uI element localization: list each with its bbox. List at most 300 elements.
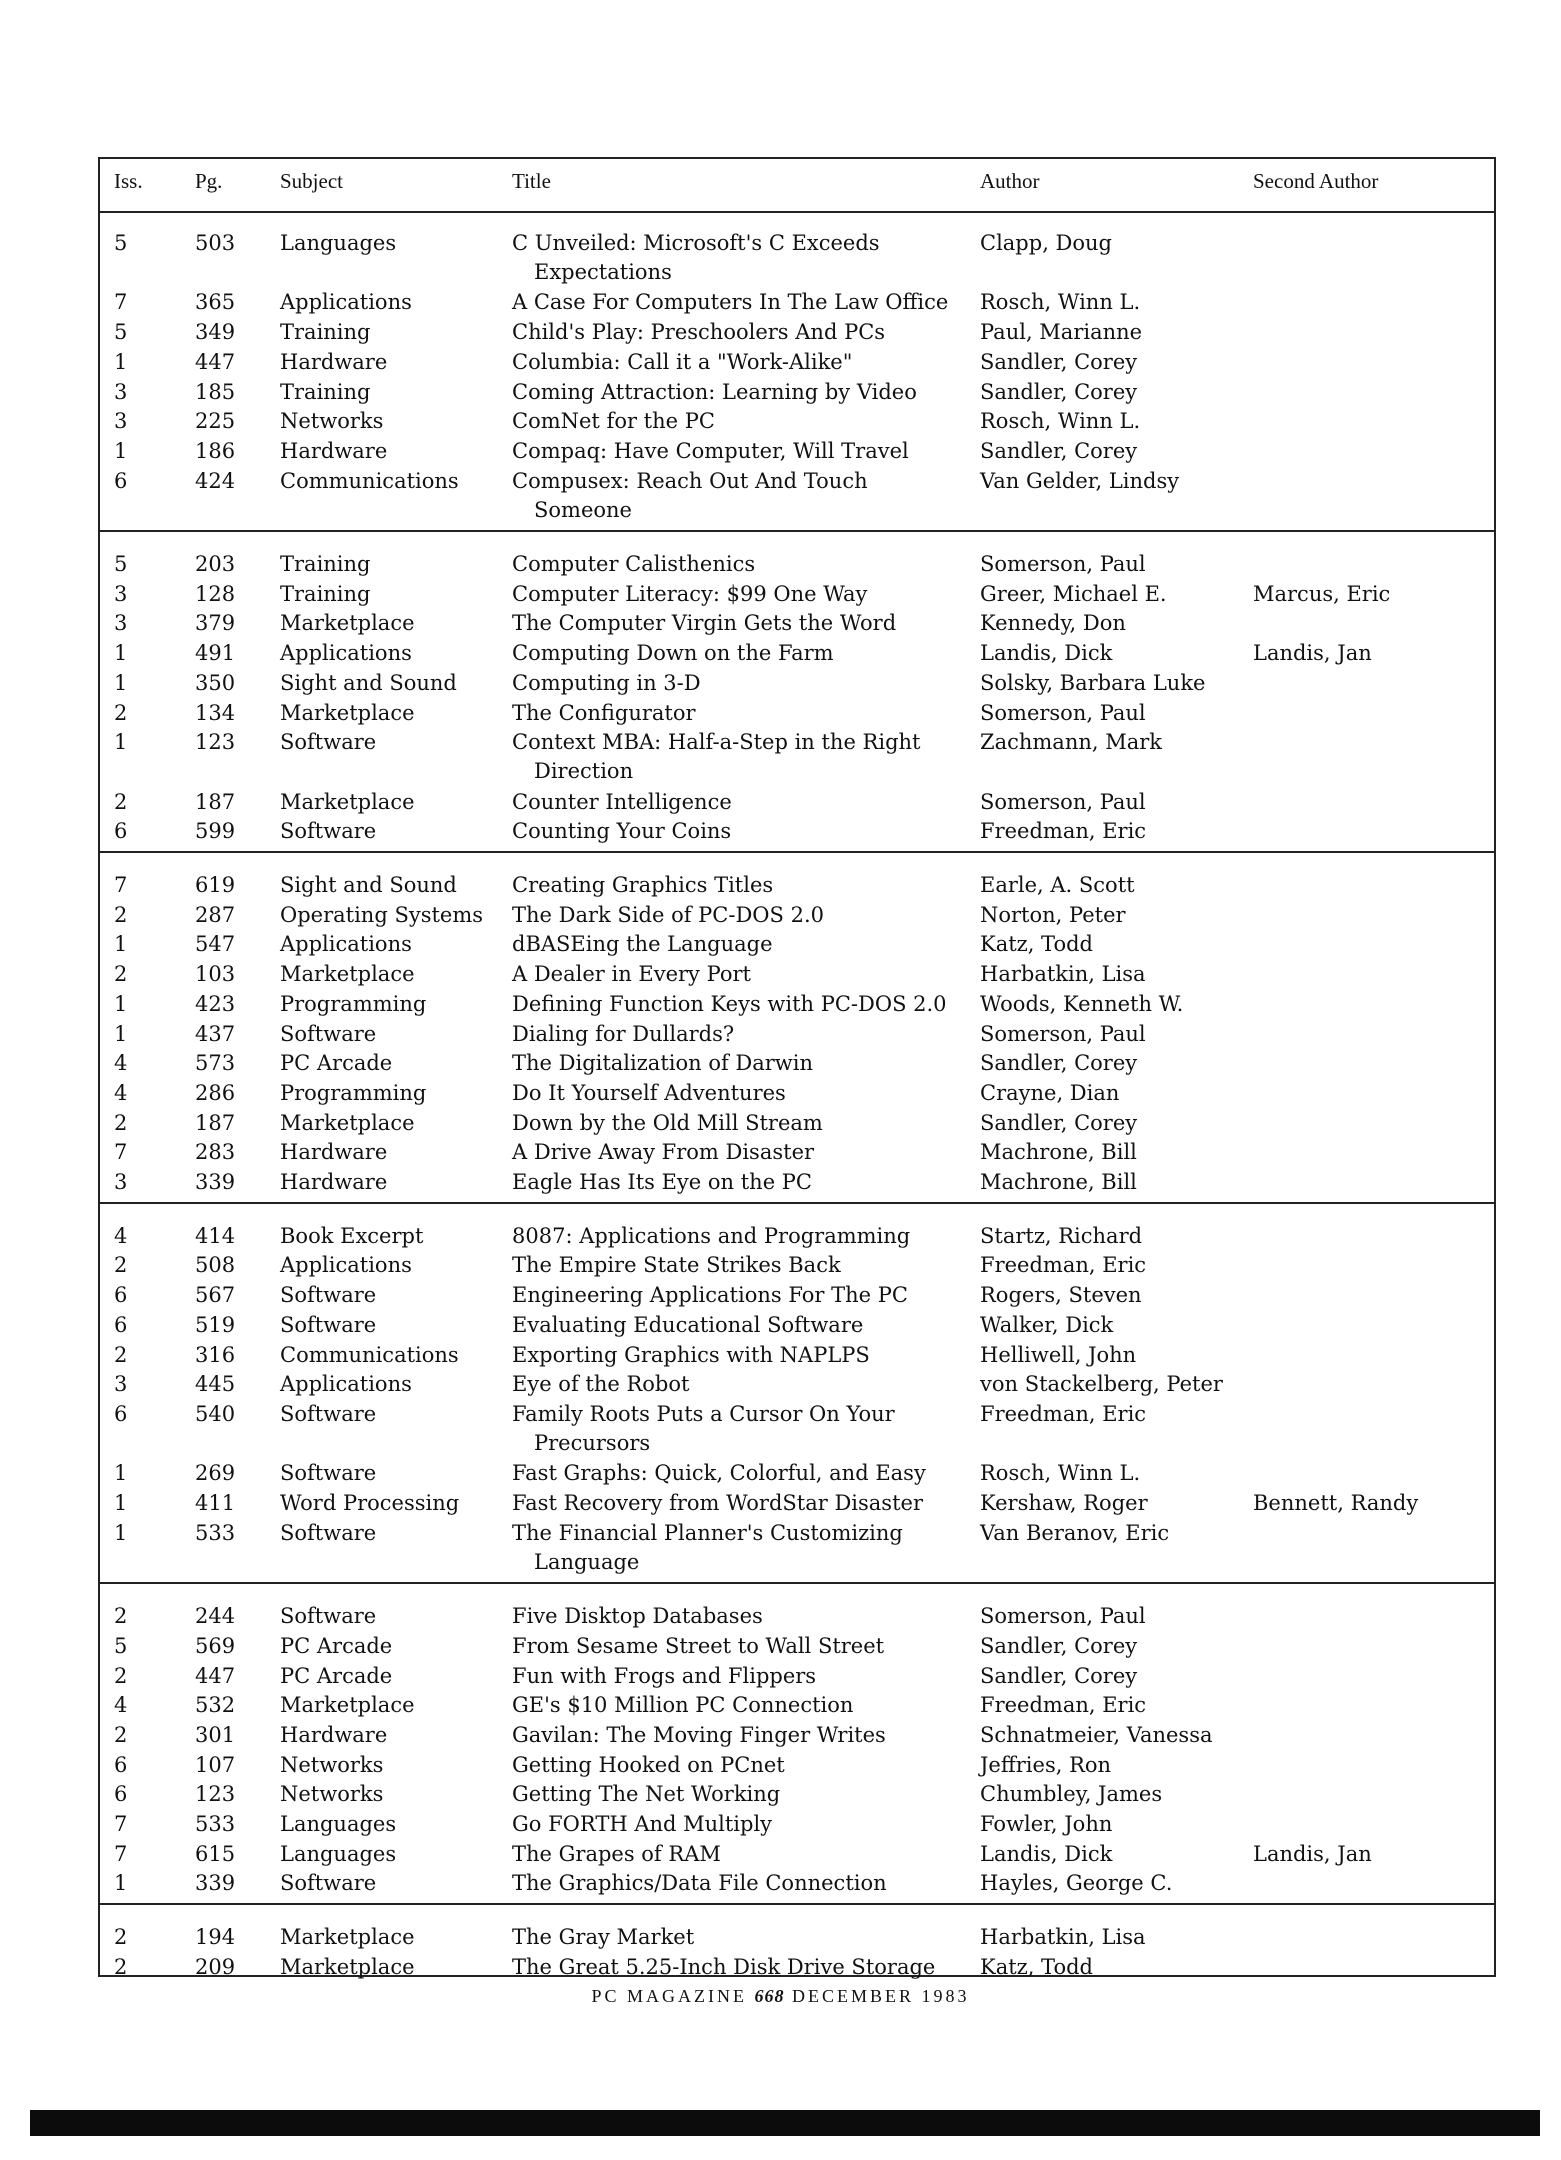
cell-issue: 2 xyxy=(114,1342,128,1367)
cell-issue: 2 xyxy=(114,1663,128,1688)
cell-author: Sandler, Corey xyxy=(980,1051,1138,1076)
cell-author: von Stackelberg, Peter xyxy=(980,1372,1223,1397)
title-text: The Digitalization of Darwin xyxy=(512,1051,814,1076)
cell-subject: Training xyxy=(280,581,371,606)
title-text: Compusex: Reach Out And Touch xyxy=(512,468,868,493)
cell-subject: Sight and Sound xyxy=(280,873,457,897)
cell-author: Paul, Marianne xyxy=(980,320,1143,345)
table-row xyxy=(100,1400,1494,1455)
cell-page: 269 xyxy=(195,1461,236,1486)
cell-issue: 7 xyxy=(114,290,128,315)
cell-author: Norton, Peter xyxy=(980,902,1126,927)
cell-author: Zachmann, Mark xyxy=(980,730,1163,755)
cell-title xyxy=(512,1489,987,1518)
cell-title xyxy=(512,609,987,638)
cell-title xyxy=(512,990,987,1019)
title-text: Fun with Frogs and Flippers xyxy=(512,1663,817,1688)
title-text: Five Disktop Databases xyxy=(512,1604,763,1629)
cell-title xyxy=(512,1251,987,1280)
cell-subject: PC Arcade xyxy=(280,1633,393,1658)
cell-title xyxy=(512,871,987,900)
cell-subject: Training xyxy=(280,379,371,404)
cell-issue: 4 xyxy=(114,1693,128,1718)
table-row xyxy=(100,580,1494,609)
cell-author: Somerson, Paul xyxy=(980,700,1146,725)
cell-page: 194 xyxy=(195,1925,236,1950)
title-text: Child's Play: Preschoolers And PCs xyxy=(512,320,886,345)
cell-issue: 2 xyxy=(114,1925,128,1950)
cell-issue: 3 xyxy=(114,1372,128,1397)
cell-subject: Software xyxy=(280,1461,377,1486)
cell-title xyxy=(512,1281,987,1310)
cell-title xyxy=(512,550,987,579)
cell-author: Earle, A. Scott xyxy=(980,873,1135,897)
cell-issue: 3 xyxy=(114,611,128,636)
cell-title xyxy=(512,1020,987,1049)
table-row xyxy=(100,990,1494,1019)
cell-author: Freedman, Eric xyxy=(980,819,1147,844)
cell-title xyxy=(512,1780,987,1809)
cell-issue: 2 xyxy=(114,902,128,927)
cell-page: 187 xyxy=(195,789,236,814)
cell-author: Harbatkin, Lisa xyxy=(980,1925,1146,1950)
cell-subject: Applications xyxy=(280,1253,412,1278)
cell-title xyxy=(512,1691,987,1720)
cell-author: Walker, Dick xyxy=(980,1312,1114,1337)
title-text: Eye of the Robot xyxy=(512,1372,690,1397)
cell-subject: Marketplace xyxy=(280,962,415,987)
cell-issue: 5 xyxy=(114,320,128,345)
cell-issue: 4 xyxy=(114,1223,128,1248)
cell-author: Kershaw, Roger xyxy=(980,1491,1148,1515)
table-row xyxy=(100,229,1494,284)
title-text: Computer Calisthenics xyxy=(512,552,756,576)
title-text: 8087: Applications and Programming xyxy=(512,1223,911,1248)
title-text: Computing Down on the Farm xyxy=(512,641,834,666)
table-row xyxy=(100,788,1494,817)
cell-title xyxy=(512,1341,987,1370)
title-text: Exporting Graphics with NAPLPS xyxy=(512,1342,870,1367)
cell-title xyxy=(512,318,987,347)
cell-title xyxy=(512,1632,987,1661)
cell-page: 414 xyxy=(195,1223,236,1248)
cell-page: 203 xyxy=(195,552,236,576)
cell-page: 128 xyxy=(195,581,236,606)
cell-page: 187 xyxy=(195,1110,236,1135)
title-text: Engineering Applications For The PC xyxy=(512,1283,908,1308)
table-row xyxy=(100,669,1494,698)
title-continuation: Expectations xyxy=(534,260,672,284)
cell-subject: Marketplace xyxy=(280,611,415,636)
cell-title xyxy=(512,378,987,407)
table-row xyxy=(100,960,1494,989)
table-row xyxy=(100,288,1494,317)
cell-page: 123 xyxy=(195,730,236,755)
cell-subject: Marketplace xyxy=(280,789,415,814)
table-row xyxy=(100,1138,1494,1167)
cell-author: Sandler, Corey xyxy=(980,1663,1138,1688)
cell-page: 286 xyxy=(195,1080,236,1105)
cell-author: Fowler, John xyxy=(980,1812,1113,1836)
cell-title xyxy=(512,901,987,930)
header-subject: Subject xyxy=(280,169,343,193)
cell-page: 447 xyxy=(195,1663,236,1688)
cell-author: Greer, Michael E. xyxy=(980,581,1167,606)
cell-title xyxy=(512,1109,987,1138)
title-text: Gavilan: The Moving Finger Writes xyxy=(512,1722,886,1747)
title-text: Computer Literacy: $99 One Way xyxy=(512,581,868,606)
cell-issue: 1 xyxy=(114,1461,128,1486)
title-text: Counter Intelligence xyxy=(512,789,732,814)
cell-author: Sandler, Corey xyxy=(980,1110,1138,1135)
table-row xyxy=(100,1780,1494,1809)
table-row xyxy=(100,1079,1494,1108)
cell-title xyxy=(512,699,987,728)
cell-subject: Hardware xyxy=(280,1722,388,1747)
cell-title xyxy=(512,1138,987,1167)
cell-page: 519 xyxy=(195,1312,236,1337)
title-text: C Unveiled: Microsoft's C Exceeds xyxy=(512,231,880,255)
cell-subject: PC Arcade xyxy=(280,1663,393,1688)
cell-page: 619 xyxy=(195,873,236,897)
cell-subject: Networks xyxy=(280,1752,384,1777)
cell-title xyxy=(512,1370,987,1399)
table-row xyxy=(100,1489,1494,1518)
cell-subject: Software xyxy=(280,1312,377,1337)
cell-author: Katz, Todd xyxy=(980,1954,1093,1979)
title-text: Creating Graphics Titles xyxy=(512,873,774,897)
table-header xyxy=(100,159,1494,213)
cell-subject: Communications xyxy=(280,468,459,493)
cell-page: 569 xyxy=(195,1633,236,1658)
cell-author: Somerson, Paul xyxy=(980,1604,1146,1629)
cell-page: 424 xyxy=(195,468,236,493)
scan-edge-bar xyxy=(30,2110,1540,2136)
cell-title xyxy=(512,1519,987,1577)
cell-title xyxy=(512,1869,987,1898)
index-table xyxy=(98,157,1496,1977)
title-text: ComNet for the PC xyxy=(512,409,715,434)
header-author: Author xyxy=(980,169,1040,193)
cell-page: 491 xyxy=(195,641,236,666)
table-row xyxy=(100,901,1494,930)
table-row xyxy=(100,1370,1494,1399)
cell-author: Freedman, Eric xyxy=(980,1401,1147,1426)
page-footer xyxy=(0,1986,1561,2007)
title-text: Columbia: Call it a "Work-Alike" xyxy=(512,349,853,374)
cell-issue: 2 xyxy=(114,700,128,725)
cell-author: Sandler, Corey xyxy=(980,1633,1138,1658)
cell-author: Landis, Dick xyxy=(980,1841,1113,1866)
cell-page: 599 xyxy=(195,819,236,844)
cell-issue: 6 xyxy=(114,468,128,493)
cell-issue: 6 xyxy=(114,819,128,844)
cell-page: 287 xyxy=(195,902,236,927)
cell-page: 103 xyxy=(195,962,236,987)
cell-page: 301 xyxy=(195,1722,236,1747)
cell-page: 547 xyxy=(195,932,236,957)
cell-issue: 6 xyxy=(114,1283,128,1308)
cell-issue: 1 xyxy=(114,991,128,1016)
cell-title xyxy=(512,1751,987,1780)
cell-title xyxy=(512,817,987,846)
title-text: The Great 5.25-Inch Disk Drive Storage xyxy=(512,1954,936,1979)
cell-page: 349 xyxy=(195,320,236,345)
table-row xyxy=(100,817,1494,846)
cell-page: 209 xyxy=(195,1954,236,1979)
cell-subject: Communications xyxy=(280,1342,459,1367)
table-row xyxy=(100,550,1494,579)
table-row xyxy=(100,1721,1494,1750)
title-text: Go FORTH And Multiply xyxy=(512,1812,773,1836)
cell-subject: Software xyxy=(280,1283,377,1308)
table-row xyxy=(100,1840,1494,1869)
cell-page: 437 xyxy=(195,1021,236,1046)
cell-author: Chumbley, James xyxy=(980,1782,1163,1807)
cell-title xyxy=(512,288,987,317)
cell-title xyxy=(512,1049,987,1078)
cell-author: Solsky, Barbara Luke xyxy=(980,670,1206,695)
cell-title xyxy=(512,467,987,525)
cell-subject: Marketplace xyxy=(280,1693,415,1718)
cell-page: 423 xyxy=(195,991,236,1016)
cell-second-author: Bennett, Randy xyxy=(1253,1491,1419,1515)
cell-title xyxy=(512,960,987,989)
title-text: Context MBA: Half-a-Step in the Right xyxy=(512,730,921,755)
cell-subject: Applications xyxy=(280,932,412,957)
table-row xyxy=(100,699,1494,728)
cell-author: Harbatkin, Lisa xyxy=(980,962,1146,987)
cell-issue: 2 xyxy=(114,1253,128,1278)
table-row xyxy=(100,1311,1494,1340)
cell-issue: 6 xyxy=(114,1401,128,1426)
cell-issue: 1 xyxy=(114,641,128,666)
table-row xyxy=(100,1168,1494,1197)
cell-author: Kennedy, Don xyxy=(980,611,1126,636)
table-row xyxy=(100,1281,1494,1310)
cell-issue: 7 xyxy=(114,873,128,897)
cell-second-author: Marcus, Eric xyxy=(1253,581,1391,606)
table-row xyxy=(100,318,1494,347)
cell-subject: Book Excerpt xyxy=(280,1223,424,1248)
cell-issue: 1 xyxy=(114,1491,128,1515)
cell-subject: Hardware xyxy=(280,438,388,463)
cell-issue: 7 xyxy=(114,1841,128,1866)
title-text: Getting The Net Working xyxy=(512,1782,781,1807)
cell-issue: 2 xyxy=(114,1604,128,1629)
cell-subject: Networks xyxy=(280,409,384,434)
cell-issue: 1 xyxy=(114,349,128,374)
cell-issue: 2 xyxy=(114,962,128,987)
cell-issue: 1 xyxy=(114,932,128,957)
cell-subject: Languages xyxy=(280,231,397,255)
cell-subject: Marketplace xyxy=(280,700,415,725)
cell-author: Jeffries, Ron xyxy=(980,1752,1112,1777)
table-row xyxy=(100,1109,1494,1138)
table-row xyxy=(100,437,1494,466)
title-text: Fast Graphs: Quick, Colorful, and Easy xyxy=(512,1461,926,1486)
title-text: Counting Your Coins xyxy=(512,819,732,844)
cell-title xyxy=(512,580,987,609)
title-text: The Graphics/Data File Connection xyxy=(512,1871,887,1896)
cell-subject: Training xyxy=(280,552,371,576)
table-row xyxy=(100,1632,1494,1661)
cell-page: 339 xyxy=(195,1871,236,1896)
table-row xyxy=(100,1222,1494,1251)
cell-subject: Sight and Sound xyxy=(280,670,457,695)
cell-author: Schnatmeier, Vanessa xyxy=(980,1722,1213,1747)
cell-issue: 3 xyxy=(114,1170,128,1194)
cell-page: 615 xyxy=(195,1841,236,1866)
cell-subject: PC Arcade xyxy=(280,1051,393,1076)
cell-issue: 4 xyxy=(114,1080,128,1105)
header-issue: Iss. xyxy=(114,169,143,193)
cell-issue: 6 xyxy=(114,1312,128,1337)
table-row xyxy=(100,1953,1494,1982)
cell-issue: 1 xyxy=(114,1520,128,1545)
cell-page: 508 xyxy=(195,1253,236,1278)
title-text: Evaluating Educational Software xyxy=(512,1312,864,1337)
cell-page: 185 xyxy=(195,379,236,404)
cell-author: Helliwell, John xyxy=(980,1342,1137,1367)
cell-subject: Software xyxy=(280,1401,377,1426)
title-text: The Grapes of RAM xyxy=(512,1841,721,1866)
table-row xyxy=(100,639,1494,668)
cell-title xyxy=(512,1810,987,1839)
section-divider xyxy=(100,1582,1494,1584)
footer-date: DECEMBER 1983 xyxy=(792,1986,970,2006)
title-text: A Drive Away From Disaster xyxy=(512,1140,815,1165)
cell-page: 134 xyxy=(195,700,236,725)
cell-issue: 1 xyxy=(114,670,128,695)
cell-second-author: Landis, Jan xyxy=(1253,641,1372,666)
cell-author: Katz, Todd xyxy=(980,932,1093,957)
title-text: Family Roots Puts a Cursor On Your xyxy=(512,1401,895,1426)
cell-issue: 1 xyxy=(114,1871,128,1896)
cell-title xyxy=(512,788,987,817)
cell-author: Somerson, Paul xyxy=(980,1021,1146,1046)
section-divider xyxy=(100,851,1494,853)
cell-page: 316 xyxy=(195,1342,236,1367)
cell-author: Rosch, Winn L. xyxy=(980,409,1141,434)
title-text: Compaq: Have Computer, Will Travel xyxy=(512,438,909,463)
table-row xyxy=(100,1869,1494,1898)
cell-title xyxy=(512,1721,987,1750)
cell-author: Crayne, Dian xyxy=(980,1080,1120,1105)
cell-author: Sandler, Corey xyxy=(980,349,1138,374)
title-continuation: Precursors xyxy=(534,1430,651,1455)
title-text: The Gray Market xyxy=(512,1925,695,1950)
cell-subject: Software xyxy=(280,1604,377,1629)
table-row xyxy=(100,1923,1494,1952)
cell-author: Freedman, Eric xyxy=(980,1253,1147,1278)
cell-issue: 3 xyxy=(114,409,128,434)
cell-title xyxy=(512,1459,987,1488)
cell-issue: 1 xyxy=(114,1021,128,1046)
cell-page: 244 xyxy=(195,1604,236,1629)
section-divider xyxy=(100,530,1494,532)
cell-subject: Marketplace xyxy=(280,1954,415,1979)
cell-author: Landis, Dick xyxy=(980,641,1113,666)
cell-page: 532 xyxy=(195,1693,236,1718)
header-title: Title xyxy=(512,169,551,193)
title-text: From Sesame Street to Wall Street xyxy=(512,1633,885,1658)
title-text: The Financial Planner's Customizing xyxy=(512,1520,903,1545)
title-text: Getting Hooked on PCnet xyxy=(512,1752,785,1777)
cell-issue: 5 xyxy=(114,1633,128,1658)
table-row xyxy=(100,1691,1494,1720)
cell-title xyxy=(512,1311,987,1340)
cell-title xyxy=(512,1168,987,1197)
title-text: The Computer Virgin Gets the Word xyxy=(512,611,897,636)
cell-page: 365 xyxy=(195,290,236,315)
cell-page: 573 xyxy=(195,1051,236,1076)
cell-issue: 2 xyxy=(114,1110,128,1135)
header-second-author: Second Author xyxy=(1253,169,1379,193)
cell-page: 186 xyxy=(195,438,236,463)
cell-title xyxy=(512,348,987,377)
cell-author: Somerson, Paul xyxy=(980,552,1146,576)
title-continuation: Direction xyxy=(534,759,634,784)
cell-author: Sandler, Corey xyxy=(980,379,1138,404)
cell-author: Van Gelder, Lindsy xyxy=(980,468,1180,493)
cell-issue: 2 xyxy=(114,789,128,814)
title-text: Eagle Has Its Eye on the PC xyxy=(512,1170,812,1194)
cell-subject: Languages xyxy=(280,1841,397,1866)
cell-subject: Software xyxy=(280,730,377,755)
cell-page: 445 xyxy=(195,1372,236,1397)
header-page: Pg. xyxy=(195,169,223,193)
table-row xyxy=(100,1341,1494,1370)
cell-issue: 5 xyxy=(114,231,128,255)
table-row xyxy=(100,407,1494,436)
cell-author: Startz, Richard xyxy=(980,1223,1143,1248)
cell-author: Rogers, Steven xyxy=(980,1283,1142,1308)
table-row xyxy=(100,1459,1494,1488)
table-row xyxy=(100,930,1494,959)
cell-author: Sandler, Corey xyxy=(980,438,1138,463)
cell-page: 283 xyxy=(195,1140,236,1165)
cell-issue: 4 xyxy=(114,1051,128,1076)
cell-subject: Operating Systems xyxy=(280,902,484,927)
cell-title xyxy=(512,437,987,466)
cell-author: Rosch, Winn L. xyxy=(980,1461,1141,1486)
title-text: GE's $10 Million PC Connection xyxy=(512,1693,854,1718)
cell-title xyxy=(512,1602,987,1631)
cell-author: Clapp, Doug xyxy=(980,231,1112,255)
cell-issue: 3 xyxy=(114,379,128,404)
cell-title xyxy=(512,407,987,436)
cell-issue: 3 xyxy=(114,581,128,606)
table-row xyxy=(100,1751,1494,1780)
title-text: Coming Attraction: Learning by Video xyxy=(512,379,917,404)
cell-page: 350 xyxy=(195,670,236,695)
cell-page: 411 xyxy=(195,1491,236,1515)
title-text: A Dealer in Every Port xyxy=(512,962,751,987)
table-row xyxy=(100,1251,1494,1280)
cell-subject: Software xyxy=(280,1021,377,1046)
cell-page: 107 xyxy=(195,1752,236,1777)
title-text: Do It Yourself Adventures xyxy=(512,1080,786,1105)
cell-subject: Hardware xyxy=(280,1140,388,1165)
cell-subject: Applications xyxy=(280,290,412,315)
cell-page: 567 xyxy=(195,1283,236,1308)
title-text: The Configurator xyxy=(512,700,696,725)
cell-page: 533 xyxy=(195,1812,236,1836)
cell-subject: Word Processing xyxy=(280,1491,460,1515)
cell-issue: 2 xyxy=(114,1954,128,1979)
table-row xyxy=(100,728,1494,784)
